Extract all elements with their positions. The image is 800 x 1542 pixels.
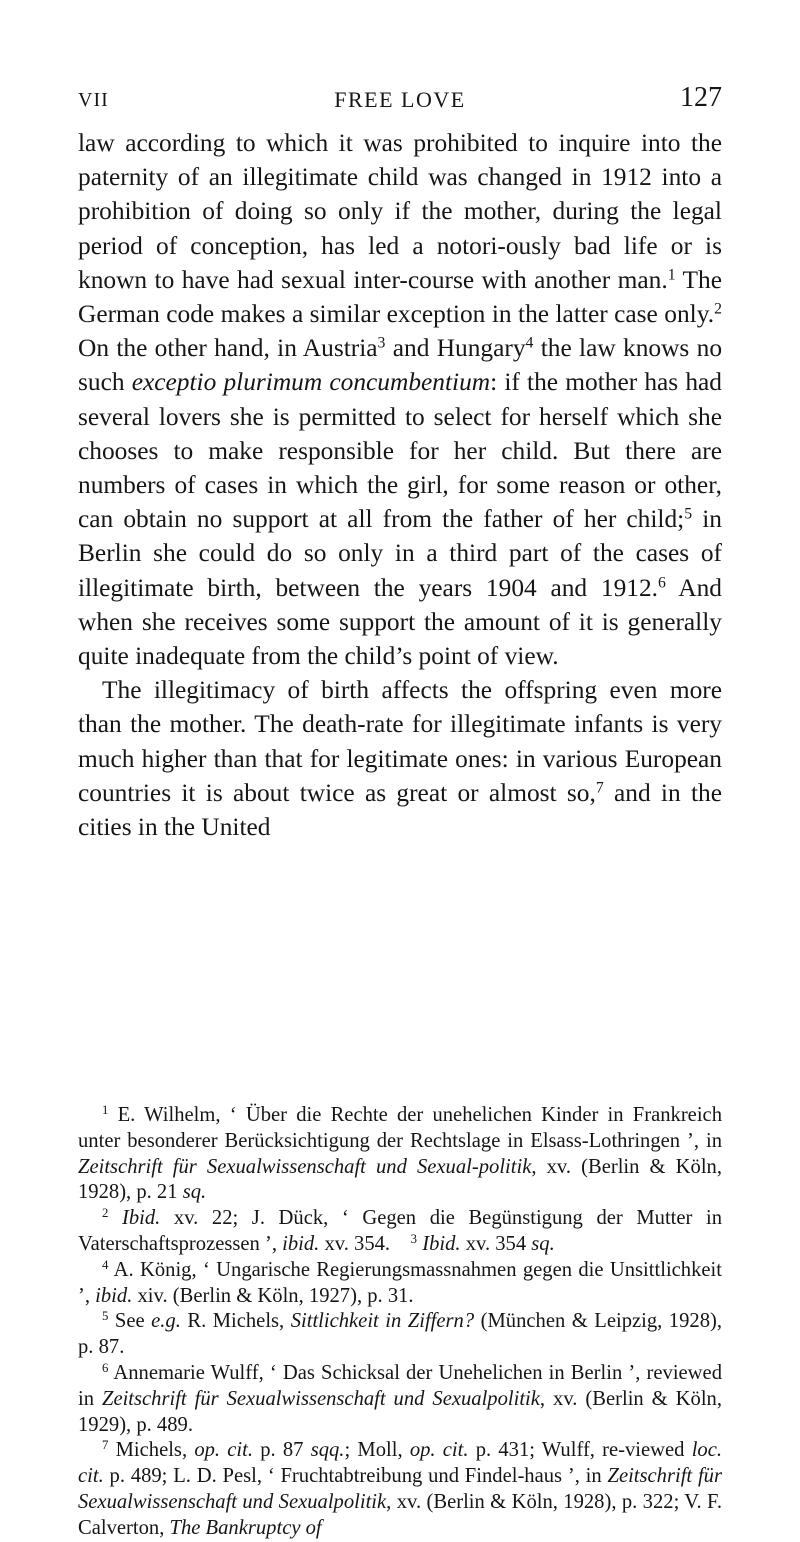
footnote-2-3: $^2$ Ibid. xv. 22; J. Dück, ‘ Gegen die Begünstigung der Mutter in Vaterschaftsprozessen ’, ibid. xv. 354. $^3$ Ibid. xv. 354 sq. [78,1206,722,1255]
footnote-1: $^1$ E. Wilhelm, ‘ Über die Rechte der unehelichen Kinder in Frankreich unter besonderer Berücksichtigung der Rechtslage in Elsass-Lothringen ’, in Zeitschrift für Sexualwissenschaft und Sexual-politik, xv. (Berlin & Köln, 1928), p. 21 sq. [78,1102,722,1204]
footnote-ref-6[interactable]: 6 [658,573,666,591]
footnote-ref-4[interactable]: 4 [525,334,534,352]
body-text [78,126,722,844]
latin-phrase: exceptio plurimum concumbentium [131,368,491,397]
footnote-ref-3[interactable]: 3 [377,334,386,352]
footnote-4: $^4$ A. König, ‘ Ungarische Regierungsmassnahmen gegen die Unsittlichkeit ’, ibid. xiv. (Berlin & Köln, 1927), p. 31. [78,1257,722,1307]
page-number: 127 [680,82,722,113]
running-title: FREE LOVE [334,87,466,112]
footnote-7: $^7$ Michels, op. cit. p. 87 sqq.; Moll, op. cit. p. 431; Wulff, re-viewed loc. cit. p. 489; L. D. Pesl, ‘ Fruchtabtreibung und Findel-haus ’, in Zeitschrift für Sexualwissenschaft und Sexualpolitik, xv. (Berlin & Köln, 1928), p. 322; V. F. Calverton, The Bankruptcy of [78,1438,723,1539]
footnote-ref-2[interactable]: 2 [714,300,722,318]
footnote-5: $^5$ See e.g. R. Michels, Sittlichkeit in Ziffern? (München & Leipzig, 1928), p. 87. [78,1309,722,1359]
footnotes [78,1103,722,1542]
footnote-ref-7[interactable]: 7 [595,779,604,797]
paragraph-2: The illegitimacy of birth affects the offspring even more than the mother. The death-rate for illegitimate infants is very much higher than that for legitimate ones: in various European countries it is about twice as great or almost so,$^7$ and in the cities in the United [78,676,722,842]
running-head [78,84,722,116]
footnote-ref-1[interactable]: 1 [667,266,676,284]
footnote-ref-5[interactable]: 5 [684,505,693,523]
footnote-6: $^6$ Annemarie Wulff, ‘ Das Schicksal der Unehelichen in Berlin ’, reviewed in Zeitschrift für Sexualwissenschaft und Sexualpolitik, xv. (Berlin & Köln, 1929), p. 489. [78,1360,722,1436]
chapter-number: VII [78,89,109,111]
paragraph-1: law according to which it was prohibited to inquire into the paternity of an illegitimate child was changed in 1912 into a prohibition of doing so only if the mother, during the legal period of conception, has led a notori-ously bad life or is known to have had sexual inter-course with another man.$^1$ The German code makes a similar exception in the latter case only.$^2$ On the other hand, in Austria$^3$ and Hungary$^4$ the law knows no such exceptio plurimum concumbentium: if the mother has had several lovers she is permitted to select for herself which she chooses to make responsible for her child. But there are numbers of cases in which the girl, for some reason or other, can obtain no support at all from the father of her child;$^5$ in Berlin she could do so only in a third part of the cases of illegitimate birth, between the years 1904 and 1912.$^6$ And when she receives some support the amount of it is generally quite inadequate from the child’s point of view. [78,129,723,671]
